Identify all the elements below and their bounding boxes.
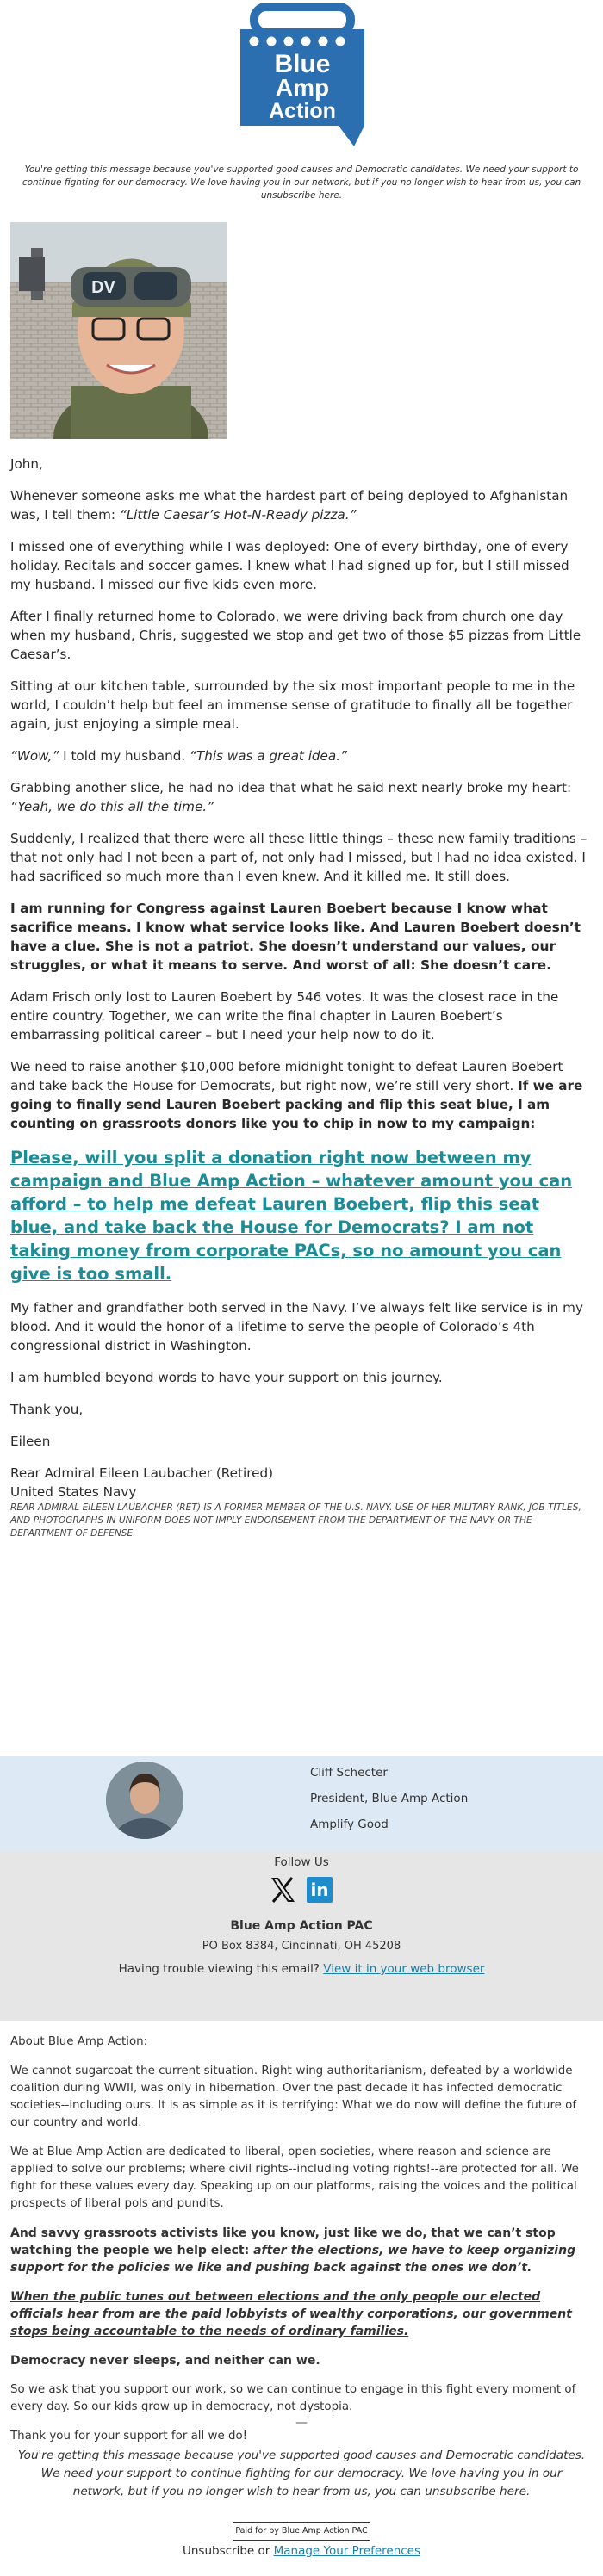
bottom-note: You're getting this message because you've supported good causes and Democratic candidates. We need your support to continue fighting for our democracy. We love having you in our network, but if you no longer wish to hear from us, you can unsubscribe here. xyxy=(17,2449,586,2499)
greeting: John, xyxy=(10,456,43,472)
letter xyxy=(10,455,591,1553)
quote: “Wow,” xyxy=(10,748,59,764)
x-icon[interactable] xyxy=(269,1876,296,1904)
signature-tagline: Amplify Good xyxy=(310,1817,389,1831)
about-paragraph: So we ask that you support our work, so we can continue to engage in this fight every moment of every day. So our kids grow up in democracy, not dystopia. xyxy=(10,2383,576,2413)
signature-role: President, Blue Amp Action xyxy=(310,1792,469,1805)
signature-block xyxy=(310,1760,468,1837)
closing: Thank you, xyxy=(10,1402,84,1417)
about-paragraph-bold: Democracy never sleeps, and neither can we. xyxy=(10,2354,320,2368)
quote: “This was a great idea.” xyxy=(190,748,347,764)
top-note: You're getting this message because you've supported good causes and Democratic candidates. We need your support to continue fighting for our democracy. We love having you in our network, but if you no longer wish to hear from us, you can unsubscribe here. xyxy=(22,164,581,201)
paid-for-box: Paid for by Blue Amp Action PAC xyxy=(233,2522,370,2541)
text: Whenever someone asks me what the hardest part of being deployed to Afghanistan was, I tell them: xyxy=(10,488,569,523)
about-paragraph: We at Blue Amp Action are dedicated to liberal, open societies, where reason and science are applied to solve our problems; where civil rights--including voting rights!--are protected for all. We fight for these values every day. Speaking up on our platforms, raising the voices and the political prospects of liberal pols and pundits. xyxy=(10,2146,579,2210)
title-line-2: United States Navy xyxy=(10,1484,137,1500)
logo-text-blue: Blue xyxy=(274,50,331,78)
signer-name: Eileen xyxy=(10,1434,51,1449)
letter-paragraph: My father and grandfather both served in the Navy. I’ve always felt like service is in my blood. And it would the honor of a lifetime to serve the people of Colorado’s 4th congressional district in Washington. xyxy=(10,1300,583,1353)
org-name: Blue Amp Action PAC xyxy=(230,1919,373,1933)
bold-italic-text: after the elections, we have to keep organizing support for the policies we like and pushing back against the ones we don’t. xyxy=(10,2244,576,2275)
signature-band xyxy=(0,1756,603,1850)
web-browser-link[interactable]: View it in your web browser xyxy=(323,1962,485,1976)
follow-us-label: Follow Us xyxy=(274,1855,329,1869)
helmet-label: DV xyxy=(91,278,115,297)
x-logo xyxy=(269,1876,296,1904)
quote: “Yeah, we do this all the time.” xyxy=(10,799,214,814)
text: Grabbing another slice, he had no idea that what he said next nearly broke my heart: xyxy=(10,780,572,796)
divider: — xyxy=(295,2416,308,2430)
avatar-photo xyxy=(106,1762,183,1839)
letter-paragraph: I am humbled beyond words to have your support on this journey. xyxy=(10,1370,443,1385)
title-line-1: Rear Admiral Eileen Laubacher (Retired) xyxy=(10,1465,274,1481)
linkedin-icon[interactable]: in xyxy=(307,1877,333,1903)
quote: “Little Caesar’s Hot-N-Ready pizza.” xyxy=(119,507,357,523)
signer-title xyxy=(10,1464,591,1502)
logo-text-amp: Amp xyxy=(275,74,330,101)
letter-paragraph xyxy=(10,778,591,816)
text: I told my husband. xyxy=(59,748,190,764)
letter-paragraph: Adam Frisch only lost to Lauren Boebert by 546 votes. It was the closest race in the entire country. Together, we can write the final chapter in Lauren Boebert’s embarrassing political career – but I need your help now to do it. xyxy=(10,989,559,1043)
donate-link[interactable]: Please, will you split a donation right now between my campaign and Blue Amp Action – whatever amount you can afford – to help me defeat Lauren Boebert, flip this seat blue, and take back the House for Democrats? I am not taking money from corporate PACs, so no amount you can give is too small. xyxy=(10,1148,573,1284)
social-links xyxy=(269,1876,334,1905)
logo-text-action: Action xyxy=(269,99,336,123)
candidate-photo xyxy=(10,222,227,439)
manage-preferences-link[interactable]: Manage Your Preferences xyxy=(273,2544,421,2558)
bold-text: And savvy grassroots activists like you know, just like we do, that we can’t stop watching the people we help elect: xyxy=(10,2226,556,2257)
letter-paragraph: Suddenly, I realized that there were all these little things – these new family traditions – that not only had I not been a part of, not only had I missed, but I had no idea existed. I had sacrificed so much more than I even knew. And it killed me. It still does. xyxy=(10,831,587,884)
amp-logo-graphic xyxy=(233,3,371,155)
about-section xyxy=(10,2034,589,2457)
disclaimer: REAR ADMIRAL EILEEN LAUBACHER (RET) IS A FORMER MEMBER OF THE U.S. NAVY. USE OF HER MILITARY RANK, JOB TITLES, AND PHOTOGRAPHS IN UNIFORM DOES NOT IMPLY ENDORSEMENT FROM THE DEPARTMENT OF THE NAVY OR THE DEPARTMENT OF DEFENSE. xyxy=(10,1502,581,1539)
letter-paragraph: I missed one of everything while I was deployed: One of every birthday, one of every holiday. Recitals and soccer games. I knew what I had signed up for, but I still missed my husband. I missed our five kids even more. xyxy=(10,539,569,592)
about-paragraph-underlined: When the public tunes out between elections and the only people our elected officials hear from are the paid lobbyists of wealthy corporations, our government stops being accountable to the needs of ordinary families. xyxy=(10,2290,572,2338)
about-paragraph: We cannot sugarcoat the current situation. Right-wing authoritarianism, defeated by a worldwide coalition during WWII, was only in hibernation. Over the past decade it has infected democratic societies--including ours. It is as simple as it is terrifying: What we do now will define the future of our country and world. xyxy=(10,2065,577,2129)
bold-text: If we are going to finally send Lauren Boebert packing and flip this seat blue, I am counting on grassroots donors like you to chip in now to my campaign: xyxy=(10,1078,583,1131)
letter-paragraph xyxy=(10,746,591,765)
about-paragraph-bold xyxy=(10,2225,589,2276)
blue-amp-action-logo[interactable] xyxy=(233,3,371,155)
unsubscribe-line xyxy=(0,2544,603,2559)
letter-paragraph xyxy=(10,1057,591,1133)
hero-photo xyxy=(10,222,227,439)
view-in-browser xyxy=(0,1962,603,1976)
unsubscribe-text[interactable]: Unsubscribe or xyxy=(182,2544,274,2558)
letter-paragraph xyxy=(10,486,591,524)
footer xyxy=(0,1850,603,2021)
org-address: PO Box 8384, Cincinnati, OH 45208 xyxy=(202,1940,401,1953)
letter-paragraph-bold: I am running for Congress against Lauren Boebert because I know what sacrifice means. I know what service looks like. And Lauren Boebert doesn’t have a clue. She is not a patriot. She doesn’t understand our values, our struggles, or what it means to serve. And worst of all: She doesn’t care. xyxy=(10,901,581,973)
about-heading: About Blue Amp Action: xyxy=(10,2035,148,2048)
trouble-text: Having trouble viewing this email? xyxy=(118,1962,324,1976)
about-paragraph: Thank you for your support for all we do! xyxy=(10,2430,248,2443)
letter-paragraph: After I finally returned home to Colorado, we were driving back from church one day when my husband, Chris, suggested we stop and get two of those $5 pizzas from Little Caesar’s. xyxy=(10,609,581,662)
letter-paragraph: Sitting at our kitchen table, surrounded by the six most important people to me in the world, I couldn’t help but feel an immense sense of gratitude to finally all be together again, just enjoying a simple meal. xyxy=(10,678,575,732)
text: We need to raise another $10,000 before midnight tonight to defeat Lauren Boebert and take back the House for Democrats, but right now, we’re still very short. xyxy=(10,1059,563,1093)
avatar xyxy=(106,1762,183,1839)
signature-name: Cliff Schecter xyxy=(310,1766,388,1780)
